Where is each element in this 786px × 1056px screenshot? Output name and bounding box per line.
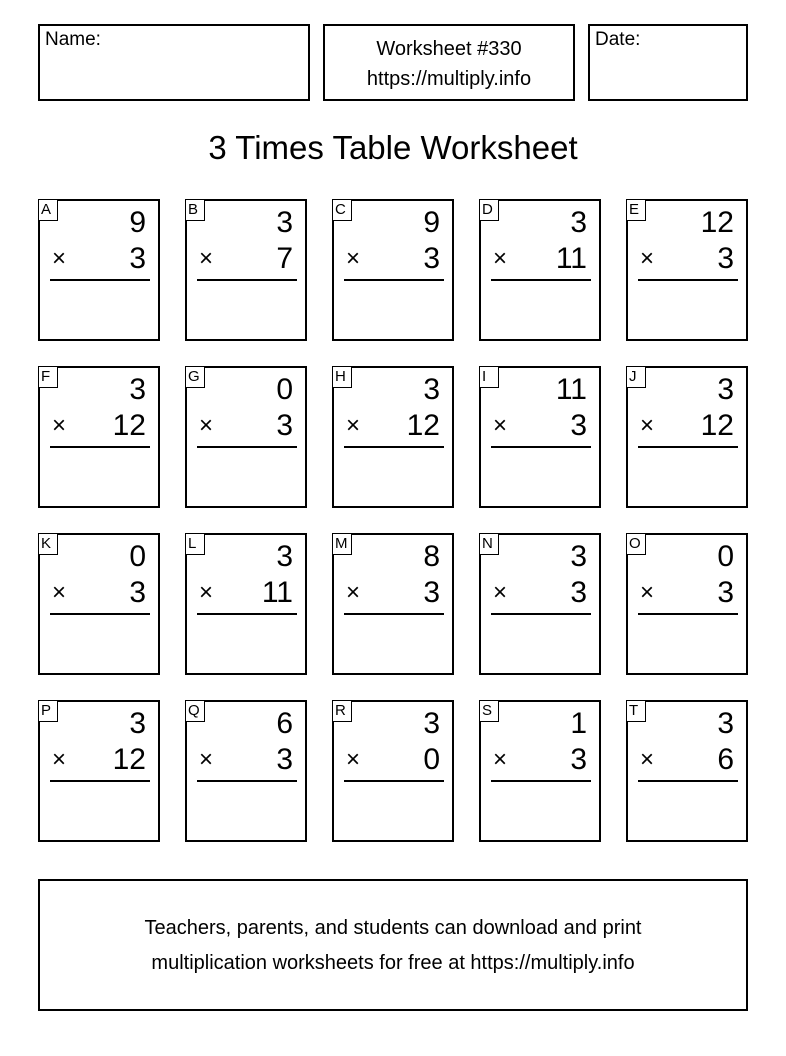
answer-line (491, 279, 591, 281)
multiply-sign: × (493, 746, 508, 773)
multiply-sign: × (199, 746, 214, 773)
answer-line (638, 780, 738, 782)
multiply-sign: × (640, 245, 655, 272)
problem-card (185, 199, 307, 341)
multiply-sign: × (493, 245, 508, 272)
multiply-sign: × (346, 579, 361, 606)
multiply-sign: × (199, 245, 214, 272)
multiplicand: 3 (717, 373, 734, 406)
problem-card (185, 533, 307, 675)
problem-letter: I (479, 366, 499, 388)
multiplicand: 0 (717, 540, 734, 573)
problem-card (332, 700, 454, 842)
multiply-sign: × (52, 245, 67, 272)
problem-card (332, 533, 454, 675)
problem-card (626, 700, 748, 842)
multiplier: 3 (717, 576, 734, 609)
multiply-sign: × (346, 412, 361, 439)
problem-card (38, 366, 160, 508)
problem-letter: A (38, 199, 58, 221)
problem-letter: J (626, 366, 646, 388)
multiplicand: 3 (276, 206, 293, 239)
multiplier: 3 (423, 576, 440, 609)
answer-line (344, 446, 444, 448)
answer-line (50, 780, 150, 782)
answer-line (197, 279, 297, 281)
multiplier: 12 (112, 743, 146, 776)
footer-line-1: Teachers, parents, and students can download and print (144, 917, 642, 939)
answer-line (50, 446, 150, 448)
multiplicand: 3 (570, 540, 587, 573)
multiply-sign: × (346, 245, 361, 272)
multiplicand: 0 (276, 373, 293, 406)
answer-line (50, 279, 150, 281)
answer-line (638, 446, 738, 448)
problem-card (38, 533, 160, 675)
name-label: Name: (45, 29, 101, 50)
answer-line (491, 446, 591, 448)
multiplicand: 8 (423, 540, 440, 573)
problem-card (479, 366, 601, 508)
multiplicand: 1 (570, 707, 587, 740)
multiplier: 7 (276, 242, 293, 275)
multiply-sign: × (640, 746, 655, 773)
problem-card (626, 199, 748, 341)
multiply-sign: × (640, 579, 655, 606)
date-field-box (588, 24, 748, 101)
problem-letter: E (626, 199, 646, 221)
problem-letter: D (479, 199, 499, 221)
multiplicand: 3 (129, 373, 146, 406)
answer-line (638, 279, 738, 281)
worksheet-number: Worksheet #330 (376, 38, 522, 60)
footer-box (38, 879, 748, 1011)
multiplicand: 3 (129, 707, 146, 740)
multiplier: 3 (717, 242, 734, 275)
problem-letter: G (185, 366, 205, 388)
problem-card (479, 533, 601, 675)
multiplier: 3 (276, 409, 293, 442)
problem-letter: K (38, 533, 58, 555)
multiplier: 3 (570, 576, 587, 609)
multiplier: 3 (423, 242, 440, 275)
answer-line (491, 613, 591, 615)
footer-line-2: multiplication worksheets for free at https://multiply.info (151, 952, 635, 974)
problem-card (38, 199, 160, 341)
multiply-sign: × (493, 412, 508, 439)
multiplier: 3 (129, 576, 146, 609)
answer-line (50, 613, 150, 615)
multiplier: 3 (129, 242, 146, 275)
problem-letter: N (479, 533, 499, 555)
multiply-sign: × (640, 412, 655, 439)
multiplicand: 3 (423, 707, 440, 740)
multiply-sign: × (52, 579, 67, 606)
problem-card (626, 533, 748, 675)
multiply-sign: × (199, 412, 214, 439)
problem-letter: M (332, 533, 352, 555)
answer-line (491, 780, 591, 782)
problem-card (185, 700, 307, 842)
problem-letter: L (185, 533, 205, 555)
multiplier: 0 (423, 743, 440, 776)
problem-letter: F (38, 366, 58, 388)
problem-letter: Q (185, 700, 205, 722)
multiplicand: 3 (570, 206, 587, 239)
problem-card (479, 199, 601, 341)
multiplier: 3 (276, 743, 293, 776)
multiplicand: 6 (276, 707, 293, 740)
problem-letter: O (626, 533, 646, 555)
multiplicand: 11 (555, 373, 587, 406)
name-field-box (38, 24, 310, 101)
problem-card (626, 366, 748, 508)
problem-card (479, 700, 601, 842)
multiplicand: 0 (129, 540, 146, 573)
problem-letter: T (626, 700, 646, 722)
multiply-sign: × (493, 579, 508, 606)
answer-line (197, 613, 297, 615)
answer-line (638, 613, 738, 615)
answer-line (344, 780, 444, 782)
multiplicand: 9 (129, 206, 146, 239)
page-title: 3 Times Table Worksheet (208, 129, 578, 166)
multiply-sign: × (346, 746, 361, 773)
multiplier: 12 (700, 409, 734, 442)
multiply-sign: × (52, 746, 67, 773)
answer-line (197, 780, 297, 782)
multiplicand: 12 (700, 206, 734, 239)
worksheet-info-box (323, 24, 575, 101)
problem-letter: P (38, 700, 58, 722)
multiply-sign: × (199, 579, 214, 606)
problem-letter: B (185, 199, 205, 221)
multiplier: 11 (261, 576, 293, 609)
problem-letter: R (332, 700, 352, 722)
multiplier: 12 (406, 409, 440, 442)
multiplicand: 3 (276, 540, 293, 573)
problem-card (185, 366, 307, 508)
multiplicand: 9 (423, 206, 440, 239)
multiplicand: 3 (717, 707, 734, 740)
problem-letter: S (479, 700, 499, 722)
multiplier: 3 (570, 743, 587, 776)
problem-letter: H (332, 366, 352, 388)
problem-card (38, 700, 160, 842)
answer-line (197, 446, 297, 448)
website-url: https://multiply.info (366, 68, 532, 90)
multiplier: 3 (570, 409, 587, 442)
multiplier: 12 (112, 409, 146, 442)
multiplicand: 3 (423, 373, 440, 406)
multiplier: 6 (717, 743, 734, 776)
multiply-sign: × (52, 412, 67, 439)
multiplier: 11 (555, 242, 587, 275)
problem-card (332, 366, 454, 508)
problem-card (332, 199, 454, 341)
answer-line (344, 613, 444, 615)
problem-letter: C (332, 199, 352, 221)
answer-line (344, 279, 444, 281)
date-label: Date: (595, 29, 641, 50)
